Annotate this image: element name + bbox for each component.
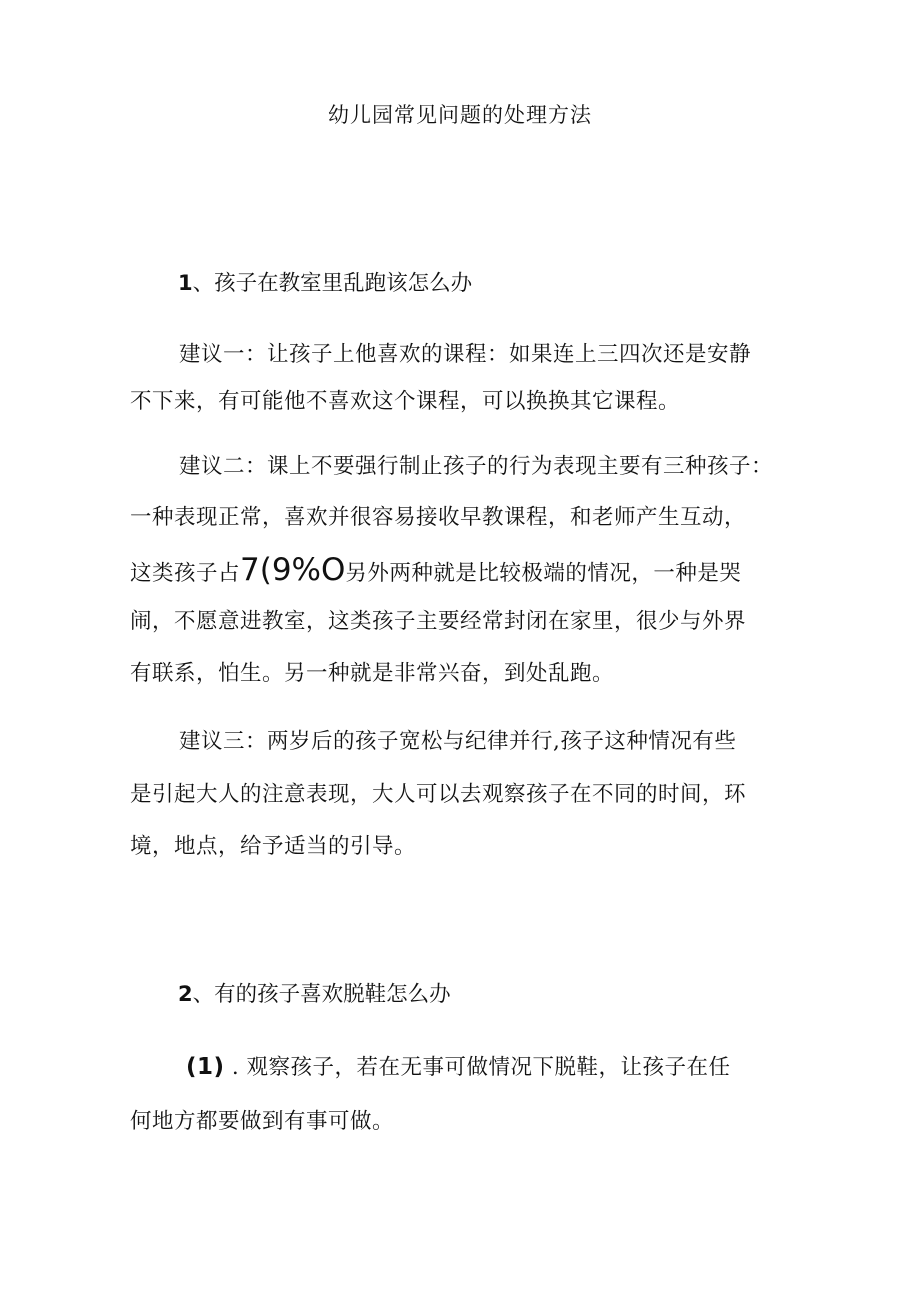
section-2-heading-text: 、有的孩子喜欢脱鞋怎么办 [192, 982, 451, 1007]
paragraph-line: 境，地点，给予适当的引导。 [130, 834, 417, 859]
section-1-heading [178, 268, 472, 299]
section-2-heading [178, 979, 451, 1010]
paragraph-line: 是引起大人的注意表现，大人可以去观察孩子在不同的时间，环 [130, 782, 747, 807]
paragraph-line: 何地方都要做到有事可做。 [130, 1109, 395, 1134]
suggestion-2-paragraph [130, 452, 790, 689]
paragraph-line: 一种表现正常，喜欢并很容易接收早教课程，和老师产生互动， [130, 505, 747, 530]
suggestion-1-paragraph [130, 340, 790, 417]
paragraph-line: 建议二：课上不要强行制止孩子的行为表现主要有三种孩子： [179, 454, 774, 479]
suggestion-3-paragraph [130, 727, 790, 862]
paragraph-line: 不下来，有可能他不喜欢这个课程，可以换换其它课程。 [130, 389, 681, 414]
paragraph-line [130, 552, 790, 588]
section-2-number: 2 [178, 982, 193, 1006]
paragraph-line: 闹，不愿意进教室，这类孩子主要经常封闭在家里，很少与外界 [130, 609, 747, 634]
paragraph-line: 建议一：让孩子上他喜欢的课程：如果连上三四次还是安静 [179, 342, 752, 367]
section-1-number: 1 [178, 271, 193, 295]
paragraph-line: 有联系，怕生。另一种就是非常兴奋，到处乱跑。 [130, 661, 615, 686]
item-1-paragraph [130, 1052, 790, 1137]
paragraph-text: . 观察孩子，若在无事可做情况下脱鞋，让孩子在任 [231, 1055, 731, 1080]
paragraph-text: 这类孩子占 [130, 561, 241, 586]
section-1-heading-text: 、孩子在教室里乱跑该怎么办 [192, 271, 473, 296]
paragraph-line [130, 1052, 790, 1082]
paragraph-text: 另外两种就是比较极端的情况，一种是哭 [345, 561, 742, 586]
percentage-figure: 7(9%O [240, 552, 346, 588]
document-title: 幼儿园常见问题的处理方法 [328, 103, 592, 127]
item-1-marker: (1) [186, 1054, 225, 1080]
paragraph-line: 建议三：两岁后的孩子宽松与纪律并行,孩子这种情况有些 [179, 729, 737, 754]
